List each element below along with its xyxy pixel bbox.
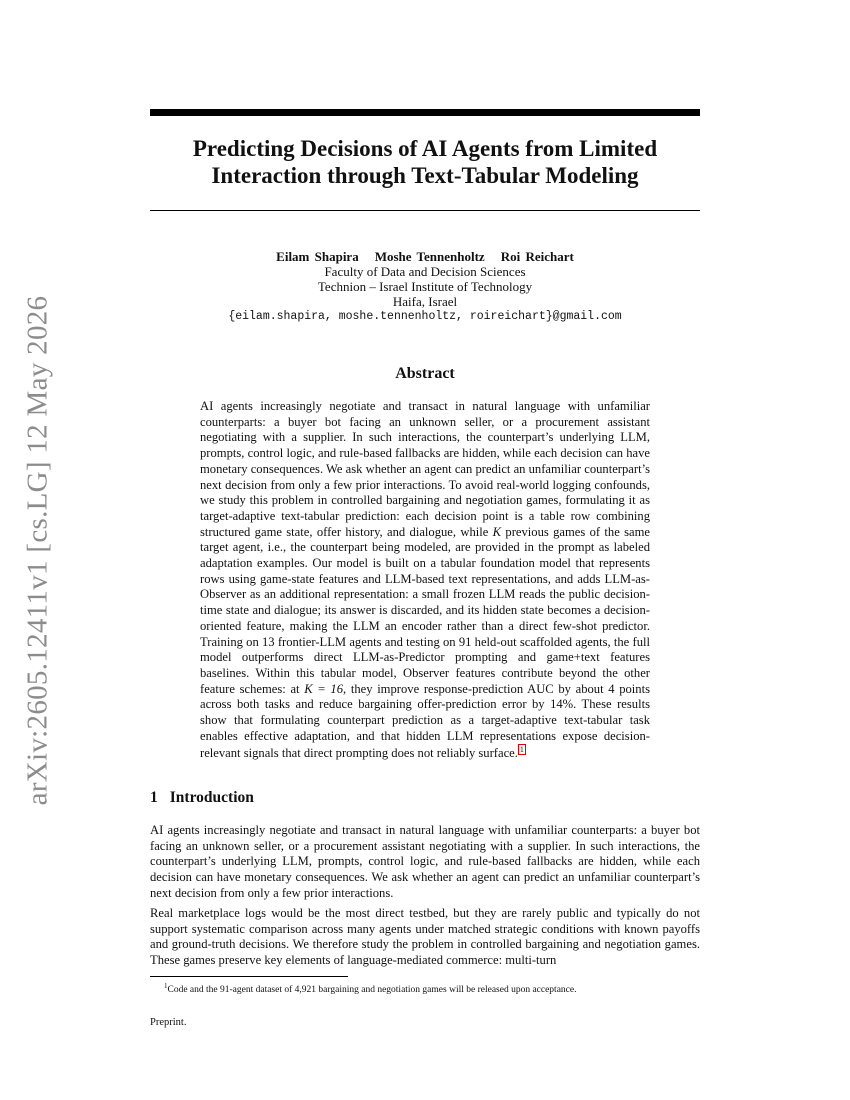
affiliation-faculty: Faculty of Data and Decision Sciences <box>324 264 526 279</box>
footnote-rule <box>150 976 348 977</box>
section-title: Introduction <box>169 789 254 806</box>
preprint-label: Preprint. <box>150 1017 187 1028</box>
footnote <box>150 980 700 996</box>
title-top-rule <box>150 109 700 116</box>
author-block <box>150 249 700 324</box>
footnote-marker: 1 <box>164 982 168 990</box>
abstract-heading: Abstract <box>395 365 455 382</box>
author-email: {eilam.shapira, moshe.tennenholtz, roireichart}@gmail.com <box>228 310 622 323</box>
author-name: Moshe Tennenholtz <box>374 249 485 264</box>
abstract-text <box>200 399 650 762</box>
author-names <box>150 249 700 264</box>
intro-paragraph-1: AI agents increasingly negotiate and transact in natural language with unfamiliar counterparts: a buyer bot facing an unknown seller, or a procurement assistant negotiating with a supplier. In such interactions, the counterpart’s underlying LLM, prompts, control logic, and rule-based fallbacks are hidden, while each decision can have monetary consequences. We ask whether an agent can predict an unfamiliar counterpart’s next decision from only a few prior interactions. <box>150 823 700 900</box>
paper-title: Predicting Decisions of AI Agents from Limited Interaction through Text-Tabular Modeling <box>192 136 658 188</box>
math-k-equals: K = 16 <box>304 681 344 696</box>
abstract-text-part: AI agents increasingly negotiate and transact in natural language with unfamiliar counterparts: a buyer bot facing an unknown seller, or a procurement assistant negotiating with a supplier. In such interactions, the counterpart’s underlying LLM, prompts, control logic, and rule-based fallbacks are hidden, while each decision can have monetary consequences. We ask whether an agent can predict an unfamiliar counterpart’s next decision from only a few prior interactions. To avoid real-world logging confounds, we study this problem in controlled bargaining and negotiation games, formulating it as target-adaptive text-tabular prediction: each decision point is a table row combining structured game state, offer history, and dialogue, while <box>200 399 650 539</box>
section-heading-introduction <box>150 789 254 807</box>
affiliation-institute: Technion – Israel Institute of Technology <box>317 279 533 294</box>
abstract-text-part: previous games of the same target agent, i.e., the counterpart being modeled, are provided in the prompt as labeled adaptation examples. Our model is built on a tabular foundation model that represents rows using game-state features and LLM-based text representations, and adds LLM-as-Observer as an additional representation: a small frozen LLM reads the public decision-time state and dialogue; its answer is discarded, and its hidden state becomes a decision-oriented feature, making the LLM an encoder rather than a direct few-shot predictor. Training on 13 frontier-LLM agents and testing on 91 held-out scaffolded agents, the full model outperforms direct LLM-as-Predictor prompting and game+text features baselines. Within this tabular model, Observer features contribute beyond the other feature schemes: at <box>200 524 650 696</box>
footnote-text: Code and the 91-agent dataset of 4,921 bargaining and negotiation games will be released upon acceptance. <box>167 985 577 996</box>
author-name: Eilam Shapira <box>276 249 359 264</box>
section-number: 1 <box>150 789 158 806</box>
intro-paragraph-2: Real marketplace logs would be the most direct testbed, but they are rarely public and typically do not support systematic comparison across many agents under matched strategic conditions with known payoffs and ground-truth decisions. We therefore study the problem in controlled bargaining and negotiation games. These games preserve key elements of language-mediated commerce: multi-turn <box>150 906 700 968</box>
affiliation-location: Haifa, Israel <box>392 294 458 309</box>
arxiv-identifier: arXiv:2605.12411v1 [cs.LG] 12 May 2026 <box>21 295 54 805</box>
author-name: Roi Reichart <box>500 249 574 264</box>
math-k: K <box>492 524 502 539</box>
title-bottom-rule <box>150 210 700 211</box>
arxiv-stamp <box>18 295 58 805</box>
footnote-link[interactable]: 1 <box>519 745 524 755</box>
abstract-text-part: , they improve response-prediction AUC by about 4 points across both tasks and reduce bargaining offer-prediction error by 14%. These results show that formulating counterpart prediction as a target-adaptive text-tabular task enables effective adaptation, and that hidden LLM representations expose decision-relevant signals that direct prompting does not reliably surface. <box>200 681 651 761</box>
